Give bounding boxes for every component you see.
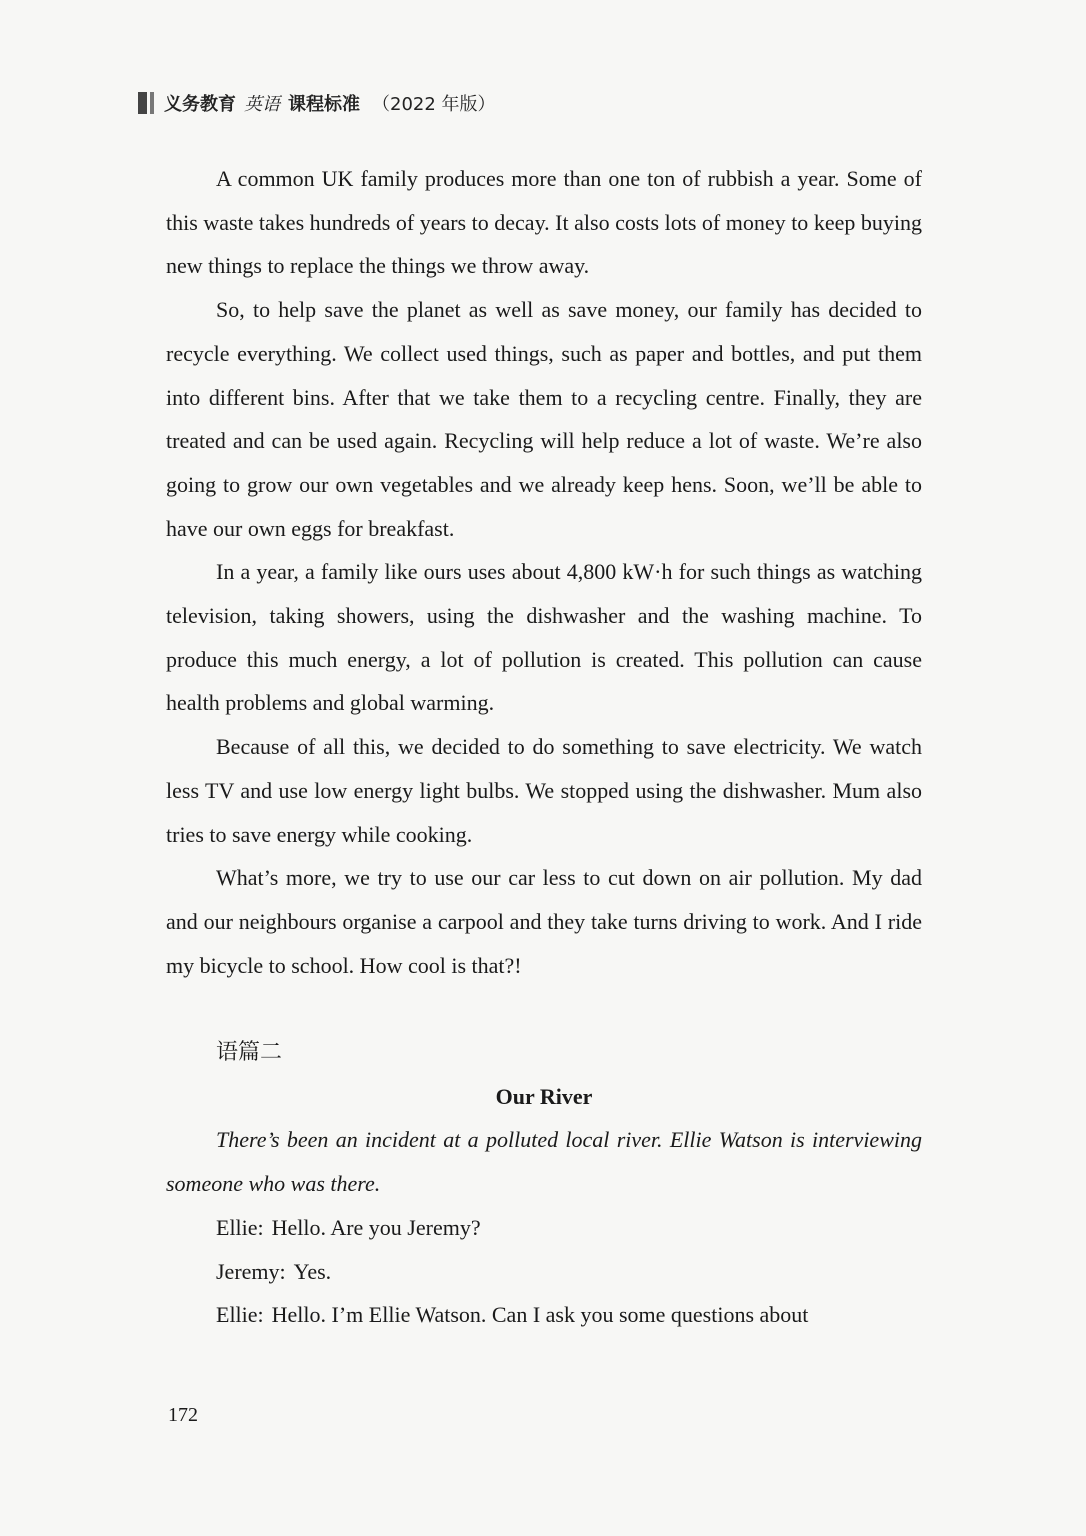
section-title: Our River [495,1083,593,1109]
dialogue-line [166,1250,922,1294]
dialogue-line [166,1293,922,1337]
running-header [138,88,496,118]
dialogue-line [166,1206,922,1250]
paragraph: Because of all this, we decided to do something to save electricity. We watch less TV and use low energy light bulbs. We stopped using the dishwasher. Mum also tries to save energy while cooking. [166,734,922,847]
header-subject: 英语 [244,94,280,115]
dialogue-text: Yes. [293,1258,332,1284]
dialogue-text: Hello. I’m Ellie Watson. Can I ask you some questions about [271,1302,809,1328]
paragraph: A common UK family produces more than one ton of rubbish a year. Some of this waste takes hundreds of years to decay. It also costs lots of money to keep buying new things to replace the things we throw away. [166,166,922,279]
paragraph: In a year, a family like ours uses about 4,800 kW·h for such things as watching television, taking showers, using the dishwasher and the washing machine. To produce this much energy, a lot of pollution is created. This pollution can cause health problems and global warming. [166,559,922,716]
header-edition: （2022 年版） [372,94,496,115]
intro-text: There’s been an incident at a polluted local river. Ellie Watson is interviewing someone who was there. [166,1127,922,1197]
page-number: 172 [168,1404,198,1426]
header-standard: 课程标准 [288,94,360,115]
section-label: 语篇二 [216,1040,283,1066]
paragraph: So, to help save the planet as well as save money, our family has decided to recycle everything. We collect used things, such as paper and bottles, and put them into different bins. After that we take them to a recycling centre. Finally, they are treated and can be used again. Recycling will help reduce a lot of waste. We’re also going to grow our own vegetables and we already keep hens. Soon, we’ll be able to have our own eggs for breakfast. [166,297,922,541]
body-text [166,157,922,1337]
dialogue-text: Hello. Are you Jeremy? [271,1214,481,1240]
header-title: 义务教育 [164,94,236,115]
speaker-name: Ellie: [216,1302,264,1328]
speaker-name: Jeremy: [216,1258,286,1284]
paragraph: What’s more, we try to use our car less to cut down on air pollution. My dad and our neighbours organise a carpool and they take turns driving to work. And I ride my bicycle to school. How cool is that?! [166,865,922,978]
speaker-name: Ellie: [216,1214,264,1240]
header-bar-icon [138,92,154,114]
